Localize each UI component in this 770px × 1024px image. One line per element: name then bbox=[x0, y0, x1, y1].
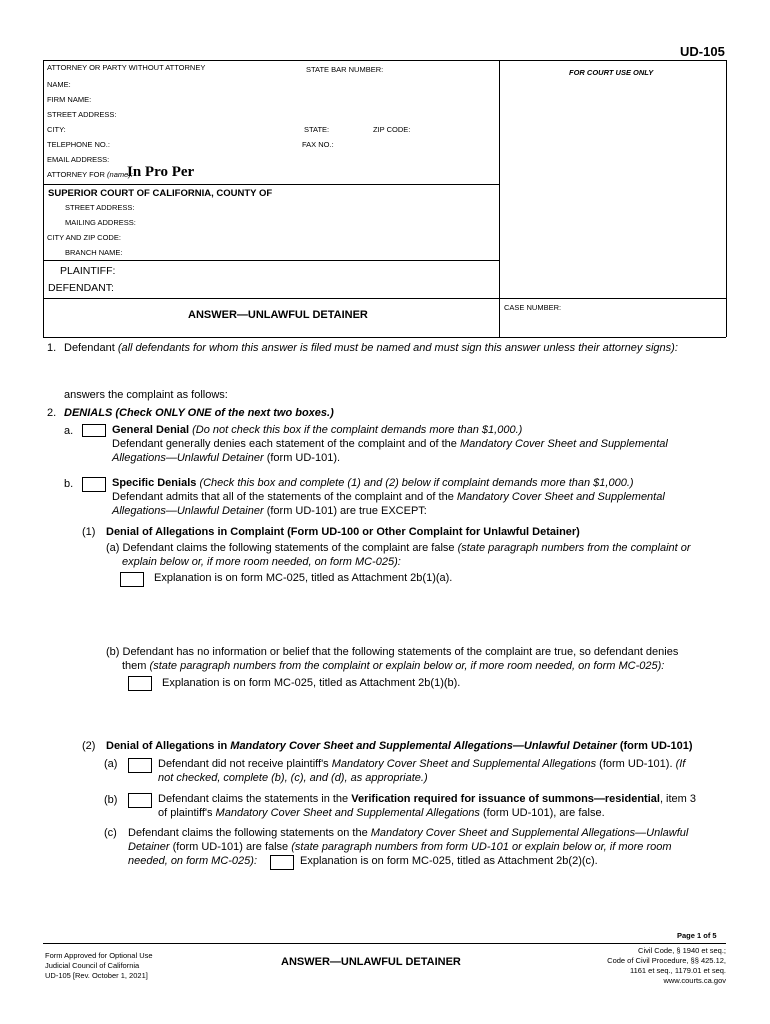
court-mailing-label: MAILING ADDRESS: bbox=[65, 218, 136, 227]
section2c-italic: Mandatory Cover Sheet and Supplemental Allegations—Unlawful bbox=[370, 827, 689, 839]
section2a-note2: not checked, complete (b), (c), and (d), as appropriate.) bbox=[158, 772, 428, 784]
section2c-line2-italic: Detainer bbox=[128, 841, 170, 853]
section2-title-b: (form UD-101) bbox=[619, 740, 693, 752]
header-bottom-border bbox=[43, 337, 726, 338]
email-label: EMAIL ADDRESS: bbox=[47, 155, 110, 164]
section1b-line1: (b) Defendant has no information or belief that the following statements of the complaint are true, so defendant denies bbox=[106, 646, 679, 658]
firm-name-label: FIRM NAME: bbox=[47, 95, 92, 104]
header-top-border bbox=[43, 60, 726, 61]
footer-left-2: Judicial Council of California bbox=[45, 961, 140, 970]
section2-title bbox=[106, 740, 693, 752]
section2-title-a: Denial of Allegations in bbox=[106, 740, 228, 752]
section2b-line2-tail: (form UD-101), are false. bbox=[482, 807, 605, 819]
section2a-italic: Mandatory Cover Sheet and Supplemental Allegations bbox=[331, 758, 597, 770]
section2c-line2 bbox=[128, 841, 672, 853]
item2b-line1 bbox=[112, 491, 665, 503]
item2a-letter: a. bbox=[64, 425, 74, 437]
case-number-label: CASE NUMBER: bbox=[504, 303, 562, 312]
section2a-letter: (a) bbox=[104, 758, 118, 770]
general-denial-label: General Denial bbox=[112, 424, 190, 436]
item2b-heading bbox=[112, 477, 634, 489]
section2c-line2-note: (state paragraph numbers from form UD-101 or explain below or, if more room bbox=[291, 841, 672, 853]
state-bar-label: STATE BAR NUMBER: bbox=[306, 65, 384, 74]
section2c-letter: (c) bbox=[104, 827, 117, 839]
item2a-heading bbox=[112, 424, 522, 436]
section2b-line2 bbox=[158, 807, 605, 819]
state-label: STATE: bbox=[304, 125, 330, 134]
item2a-line2-text: (form UD-101). bbox=[266, 452, 341, 464]
section2b-letter: (b) bbox=[104, 794, 118, 806]
attachment-2b1a-label: Explanation is on form MC-025, titled as Attachment 2b(1)(a). bbox=[154, 572, 453, 584]
court-use-label: FOR COURT USE ONLY bbox=[569, 68, 654, 77]
court-title: SUPERIOR COURT OF CALIFORNIA, COUNTY OF bbox=[48, 188, 273, 199]
footer-left-1: Form Approved for Optional Use bbox=[45, 951, 153, 960]
section1a-line1 bbox=[106, 542, 691, 554]
section2a-text2: (form UD-101). bbox=[599, 758, 673, 770]
item1-note: (all defendants for whom this answer is filed must be named and must sign this answer unless their attorney signs): bbox=[117, 342, 678, 354]
document-title: ANSWER—UNLAWFUL DETAINER bbox=[188, 309, 368, 321]
attorney-label: ATTORNEY OR PARTY WITHOUT ATTORNEY bbox=[47, 63, 206, 72]
parties-section-border bbox=[43, 260, 499, 261]
item2b-line1-italic: Mandatory Cover Sheet and Supplemental bbox=[456, 491, 665, 503]
item2b-letter: b. bbox=[64, 478, 74, 490]
name-label: NAME: bbox=[47, 80, 71, 89]
header-right-border bbox=[726, 60, 727, 337]
footer-rule bbox=[43, 943, 726, 944]
specific-denials-checkbox[interactable] bbox=[82, 477, 106, 492]
specific-denials-label: Specific Denials bbox=[112, 477, 197, 489]
item2b-line2-text: (form UD-101) are true EXCEPT: bbox=[266, 505, 427, 517]
section1b-them: them bbox=[122, 660, 147, 672]
footer-link[interactable]: www.courts.ca.gov bbox=[663, 976, 726, 985]
section1-number: (1) bbox=[82, 526, 96, 538]
defendant-label: DEFENDANT: bbox=[48, 282, 114, 294]
general-denial-note: (Do not check this box if the complaint demands more than $1,000.) bbox=[192, 424, 523, 436]
section2a-checkbox[interactable] bbox=[128, 758, 152, 773]
item1-number: 1. bbox=[47, 342, 57, 354]
item2-number: 2. bbox=[47, 407, 57, 419]
section2b-line2-text: of plaintiff's bbox=[158, 807, 213, 819]
item2-denials: DENIALS bbox=[64, 407, 113, 419]
street-address-label: STREET ADDRESS: bbox=[47, 110, 117, 119]
general-denial-checkbox[interactable] bbox=[82, 424, 106, 437]
footer-right-2: Code of Civil Procedure, §§ 425.12, bbox=[607, 956, 726, 965]
plaintiff-label: PLAINTIFF: bbox=[60, 265, 116, 277]
item2b-line2-italic: Allegations—Unlawful Detainer bbox=[112, 505, 264, 517]
zip-code-label: ZIP CODE: bbox=[373, 125, 411, 134]
section1a-note1: (state paragraph numbers from the complaint or bbox=[457, 542, 691, 554]
section1a-note2: explain below or, if more room needed, on form MC-025): bbox=[122, 556, 401, 568]
item2a-line2-italic: Allegations—Unlawful Detainer bbox=[112, 452, 264, 464]
header-left-border bbox=[43, 60, 44, 337]
section2-title-italic: Mandatory Cover Sheet and Supplemental Allegations—Unlawful Detainer bbox=[230, 740, 617, 752]
court-city-zip-label: CITY AND ZIP CODE: bbox=[47, 233, 121, 242]
attorney-for-name-hint: (name): bbox=[107, 170, 133, 179]
specific-denials-note: (Check this box and complete (1) and (2) below if complaint demands more than $1,000.) bbox=[199, 477, 634, 489]
form-id: UD-105 bbox=[680, 44, 725, 59]
section2b-text2: , item 3 bbox=[659, 793, 697, 805]
attorney-for-label bbox=[47, 170, 133, 179]
section2c-line2-text: (form UD-101) are false bbox=[172, 841, 289, 853]
section2b-line2-italic: Mandatory Cover Sheet and Supplemental Allegations bbox=[215, 807, 480, 819]
section2b-text: Defendant claims the statements in the bbox=[158, 793, 349, 805]
item2b-line2 bbox=[112, 505, 427, 517]
section1-title: Denial of Allegations in Complaint (Form UD-100 or Other Complaint for Unlawful Detainer) bbox=[106, 526, 580, 538]
item2a-line1 bbox=[112, 438, 668, 450]
section2c-line3-note: needed, on form MC-025): bbox=[128, 855, 258, 867]
item1-text bbox=[64, 342, 678, 354]
attachment-2b1b-checkbox[interactable] bbox=[128, 676, 152, 691]
court-street-label: STREET ADDRESS: bbox=[65, 203, 135, 212]
footer-title: ANSWER—UNLAWFUL DETAINER bbox=[281, 956, 461, 968]
section2a-text: Defendant did not receive plaintiff's bbox=[158, 758, 329, 770]
section1a-text: (a) Defendant claims the following statements of the complaint are false bbox=[106, 542, 455, 554]
item2a-line1-italic: Mandatory Cover Sheet and Supplemental bbox=[459, 438, 668, 450]
footer-right-1: Civil Code, § 1940 et seq.; bbox=[638, 946, 726, 955]
item2b-line1-text: Defendant admits that all of the statements of the complaint and of the bbox=[112, 491, 454, 503]
item1-defendant: Defendant bbox=[64, 342, 115, 354]
section2a-line1 bbox=[158, 758, 685, 770]
section2b-line1 bbox=[158, 793, 696, 805]
item2a-line2 bbox=[112, 452, 340, 464]
section2-number: (2) bbox=[82, 740, 96, 752]
attorney-for-value[interactable]: In Pro Per bbox=[127, 164, 195, 180]
court-section-border bbox=[43, 184, 499, 185]
item2a-line1-text: Defendant generally denies each statement of the complaint and of the bbox=[112, 438, 457, 450]
telephone-label: TELEPHONE NO.: bbox=[47, 140, 110, 149]
item2-note: (Check ONLY ONE of the next two boxes.) bbox=[115, 407, 334, 419]
section2b-checkbox[interactable] bbox=[128, 793, 152, 808]
attorney-for-text: ATTORNEY FOR bbox=[47, 170, 105, 179]
section2b-bold: Verification required for issuance of summons—residential bbox=[351, 793, 660, 805]
section2c-text: Defendant claims the following statements on the bbox=[128, 827, 368, 839]
header-divider bbox=[499, 60, 500, 337]
attachment-2b2c-checkbox[interactable] bbox=[270, 855, 294, 870]
attachment-2b2c-label: Explanation is on form MC-025, titled as Attachment 2b(2)(c). bbox=[300, 855, 598, 867]
item1-answers: answers the complaint as follows: bbox=[64, 389, 228, 401]
section2c-line1 bbox=[128, 827, 688, 839]
fax-label: FAX NO.: bbox=[302, 140, 334, 149]
attachment-2b1a-checkbox[interactable] bbox=[120, 572, 144, 587]
section1b-line2 bbox=[122, 660, 664, 672]
footer-right-3: 1161 et seq., 1179.01 et seq. bbox=[629, 966, 726, 975]
section2a-note1: (If bbox=[675, 758, 686, 770]
page-number: Page 1 of 5 bbox=[677, 931, 717, 940]
title-section-border bbox=[43, 298, 726, 299]
item2-title bbox=[64, 407, 334, 419]
section1b-note: (state paragraph numbers from the complaint or explain below or, if more room needed, on form MC-025): bbox=[149, 660, 665, 672]
footer-left-3: UD-105 [Rev. October 1, 2021] bbox=[45, 971, 148, 980]
attachment-2b1b-label: Explanation is on form MC-025, titled as Attachment 2b(1)(b). bbox=[162, 677, 461, 689]
city-label: CITY: bbox=[47, 125, 66, 134]
branch-name-label: BRANCH NAME: bbox=[65, 248, 123, 257]
